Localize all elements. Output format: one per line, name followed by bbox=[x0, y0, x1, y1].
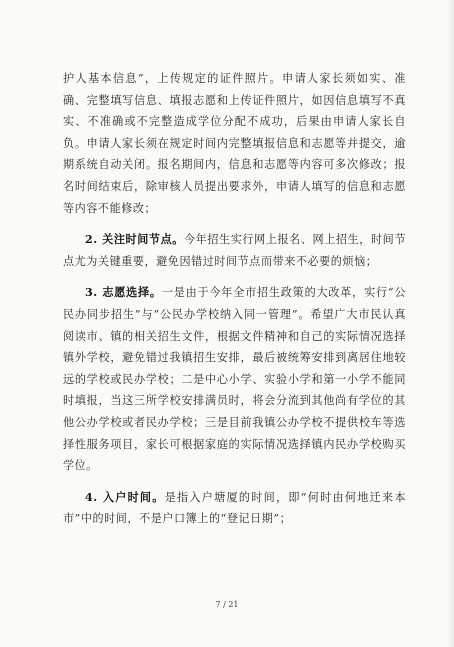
page-number: 7 / 21 bbox=[215, 600, 239, 609]
paragraph-4 bbox=[63, 487, 406, 530]
page-edge-shadow bbox=[448, 0, 454, 647]
paragraph-2-heading: 2. 关注时间节点。 bbox=[85, 233, 184, 247]
paragraph-4-heading: 4. 入户时间。 bbox=[85, 490, 165, 504]
paragraph-1-text: 护人基本信息”，上传规定的证件照片。申请人家长须如实、准确、完整填写信息、填报志愿和上传证件照片，如因信息填写不真实、不准确或不完整造成学位分配不成功，后果由申请人家长自负。申请人家长须在规定时间内完整填报信息和志愿等并提交，逾期系统自动关闭。报名期间内，信息和志愿等内容可多次修改；报名时间结束后，除审核人员提出要求外，申请人填写的信息和志愿等内容不能修改； bbox=[63, 72, 406, 215]
paragraph-2 bbox=[63, 229, 406, 272]
paragraph-1 bbox=[63, 68, 406, 219]
paragraph-4-text: 是指入户塘厦的时间，即“何时由何地迁来本市”中的时间，不是户口簿上的“登记日期”； bbox=[63, 490, 406, 526]
paragraph-3-heading: 3. 志愿选择。 bbox=[85, 286, 162, 300]
paragraph-2-text: 今年招生实行网上报名、网上招生，时间节点尤为关键重要，避免因错过时间节点而带来不必要的烦恼； bbox=[63, 233, 407, 268]
paragraph-3-text: 一是由于今年全市招生政策的大改革，实行“公民办同步招生”与“公民办学校纳入同一管理”。希望广大市民认真阅读市、镇的相关招生文件，根据文件精神和自己的实际情况选择镇外学校，避免错过我镇招生安排，最后被统筹安排到离居住地较远的学校或民办学校；二是中心小学、实验小学和第一小学不能同时填报，当这三所学校安排满员时，将会分流到其他尚有学位的其他公办学校或者民办学校；三是目前我镇公办学校不提供校车等选择性服务项目，家长可根据家庭的实际情况选择镇内民办学校购买学位。 bbox=[63, 286, 406, 473]
paragraph-3 bbox=[63, 282, 406, 476]
